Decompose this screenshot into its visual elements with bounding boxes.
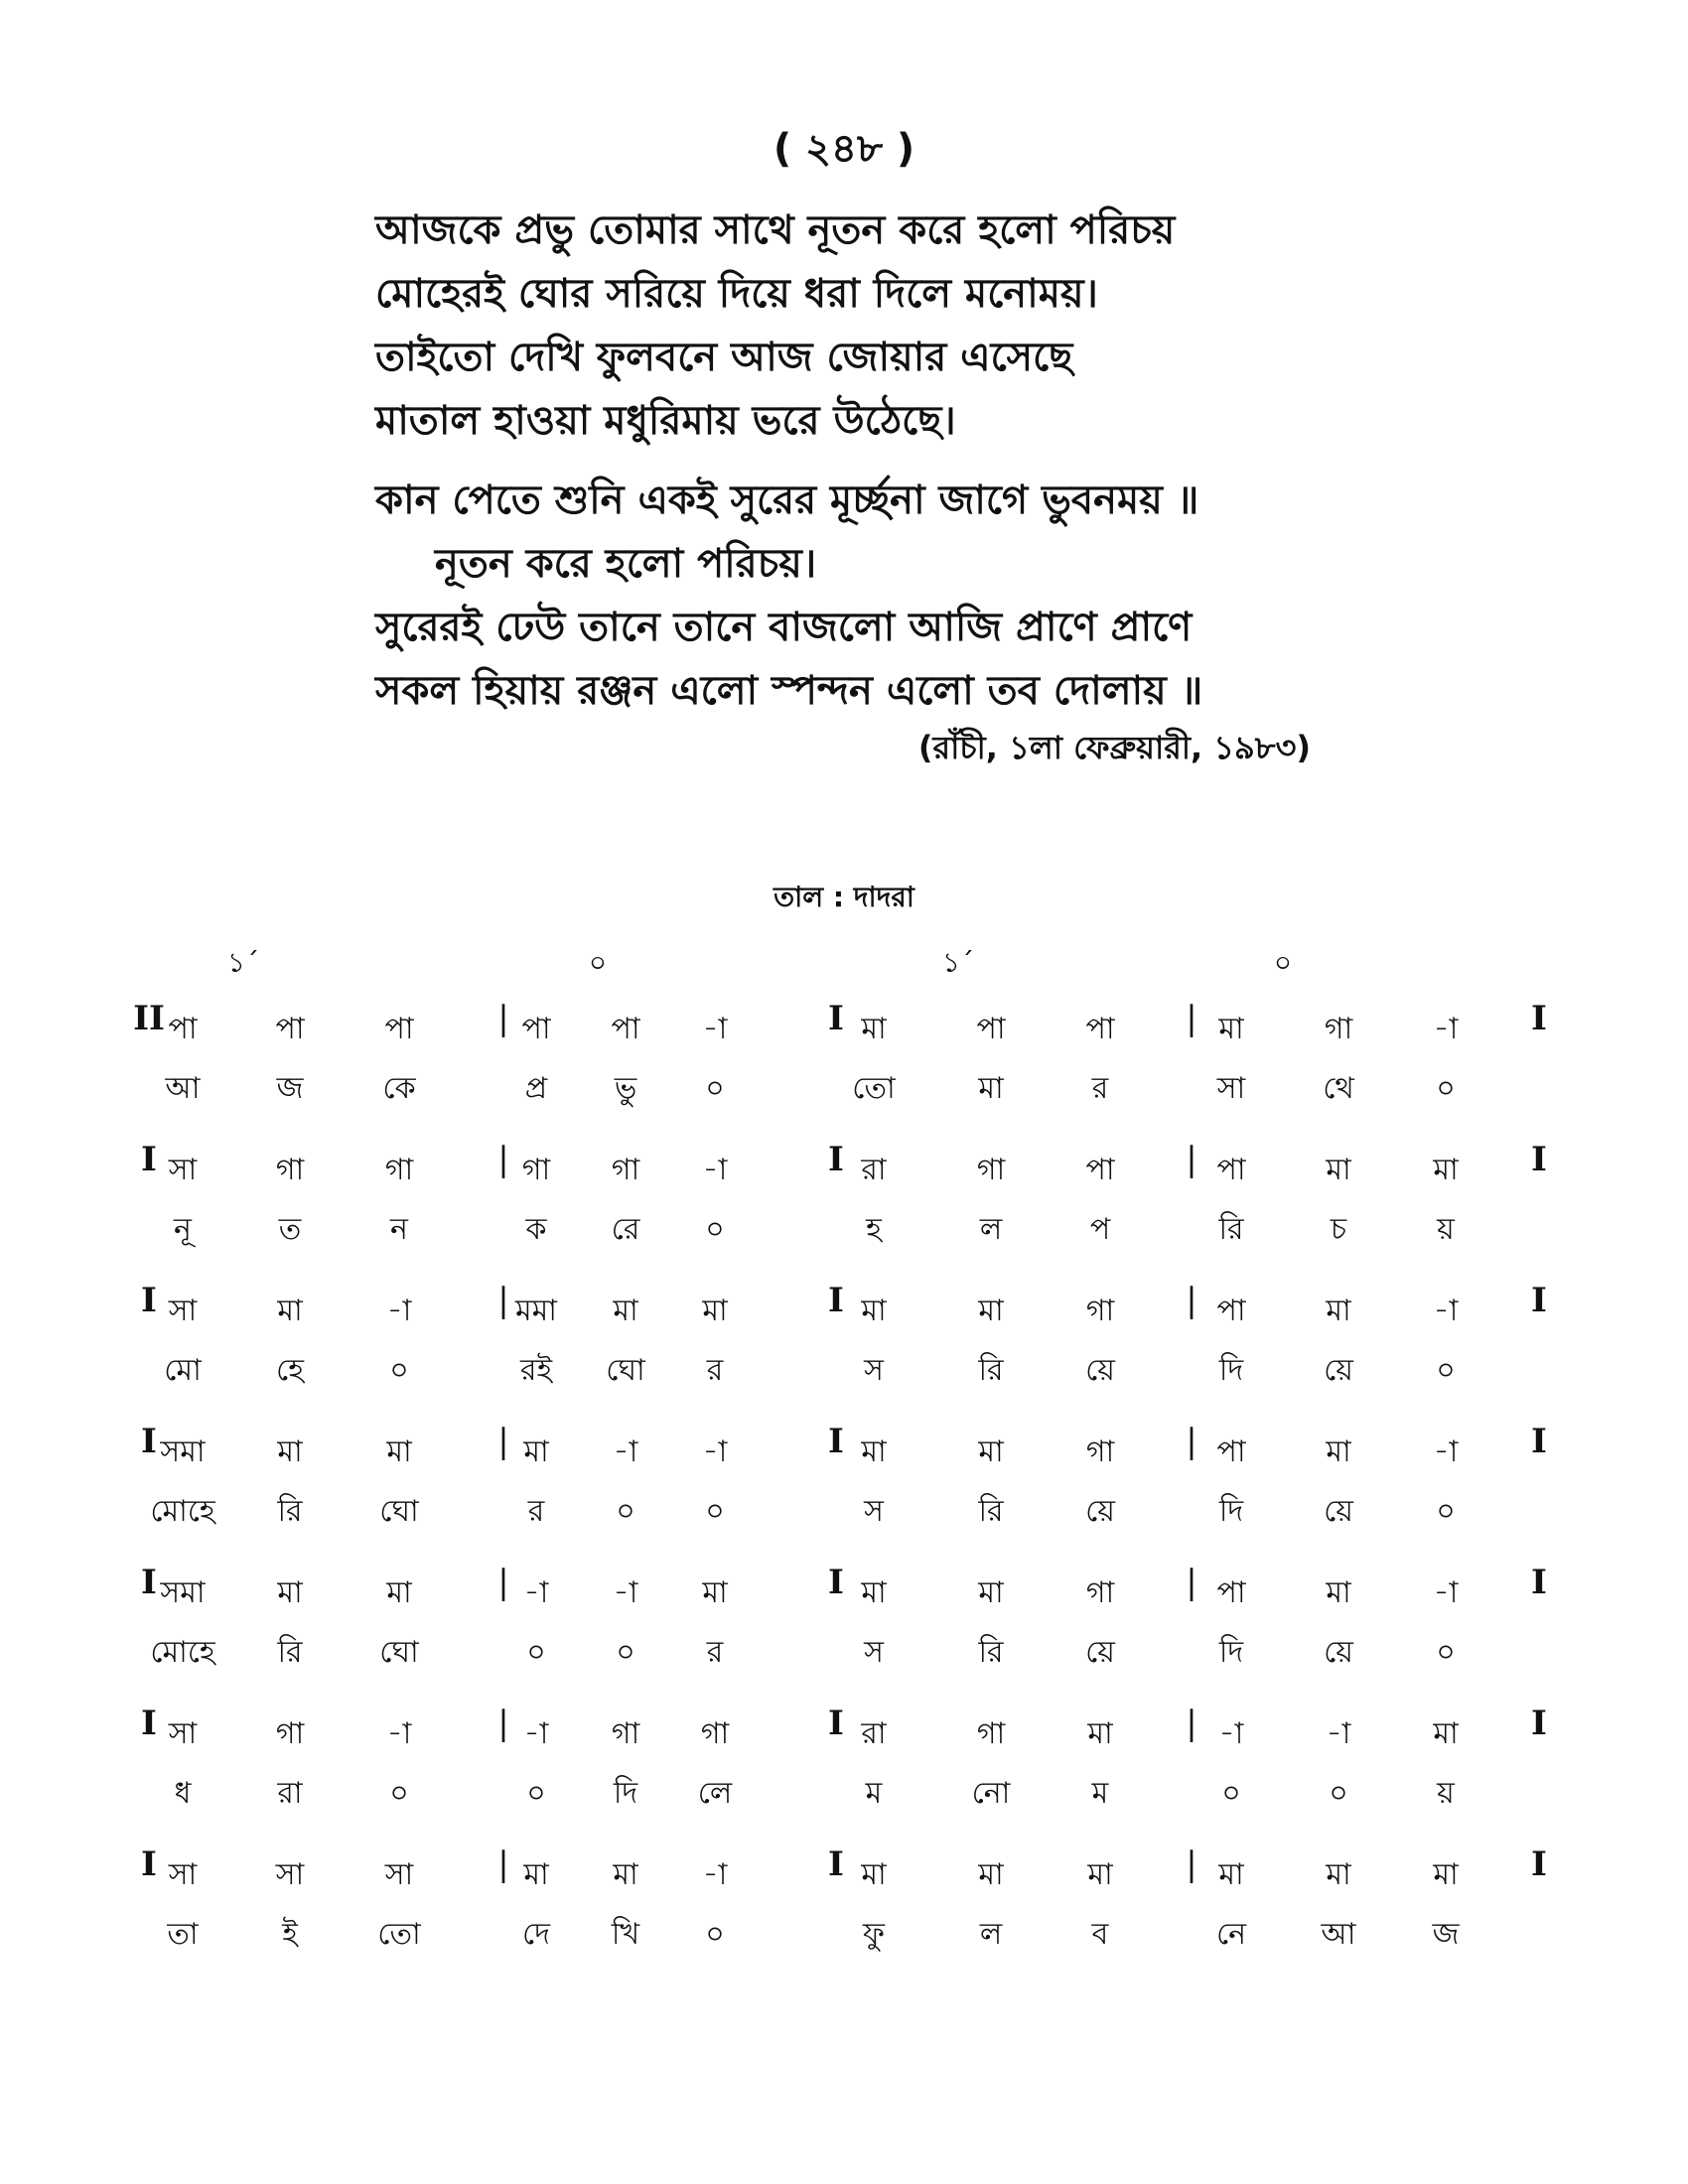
lyric-syllable: য় <box>1437 1212 1455 1247</box>
swara-note: -া <box>523 1716 549 1751</box>
lyric-syllable: রই <box>519 1353 553 1388</box>
lyric-syllable: খি <box>611 1917 640 1952</box>
swara-note: গা <box>611 1153 640 1187</box>
notation-row <box>139 1557 1549 1698</box>
swara-note: রা <box>861 1153 887 1187</box>
notation-row <box>133 993 1549 1134</box>
bar-line: I <box>1531 1844 1547 1884</box>
lyric-syllable: তো <box>377 1917 421 1952</box>
beat-mark: ১´ <box>941 946 975 979</box>
lyric-syllable: য়ে <box>1085 1353 1115 1388</box>
swara-note: মা <box>523 1434 549 1469</box>
lyric-syllable: স <box>864 1494 884 1529</box>
swara-note: সা <box>168 1857 198 1892</box>
beat-marks-row <box>0 941 1688 981</box>
lyric-syllable: ০ <box>705 1212 725 1247</box>
lyric-syllable: ঘো <box>379 1635 419 1670</box>
swara-note: মা <box>861 1575 887 1610</box>
swara-note: গা <box>1085 1294 1115 1328</box>
beat-mark: ০ <box>588 946 608 979</box>
bar-line: | <box>497 1422 509 1461</box>
bar-line: | <box>1186 1281 1197 1320</box>
swara-note: -া <box>1218 1716 1244 1751</box>
lyric-syllable: ০ <box>389 1776 409 1811</box>
swara-note: পা <box>1216 1294 1246 1328</box>
swara-note: -া <box>702 1012 728 1046</box>
swara-note: মা <box>702 1575 728 1610</box>
lyric-syllable: জ <box>1432 1917 1460 1952</box>
swara-note: -া <box>1433 1434 1459 1469</box>
swara-note: -া <box>702 1153 728 1187</box>
lyric-syllable: ন <box>390 1212 408 1247</box>
notation-row <box>139 1416 1549 1557</box>
lyric-syllable: রি <box>1218 1212 1244 1247</box>
swara-note: মা <box>1433 1857 1459 1892</box>
swara-note: -া <box>1326 1716 1351 1751</box>
swara-note: মা <box>1326 1575 1351 1610</box>
lyric-syllable: রে <box>611 1212 640 1247</box>
lyric-syllable: ০ <box>526 1776 546 1811</box>
swara-note: গা <box>976 1153 1006 1187</box>
bar-line: I <box>1531 1563 1547 1602</box>
swara-note: -া <box>386 1716 412 1751</box>
bar-line: I <box>1531 1281 1547 1320</box>
lyric-syllable: ম <box>865 1776 883 1811</box>
lyric-syllable: ল <box>979 1917 1003 1952</box>
lyric-syllable: ০ <box>705 1917 725 1952</box>
swara-note: মা <box>1087 1857 1113 1892</box>
bar-line: | <box>1186 1563 1197 1602</box>
bar-line: I <box>828 1140 844 1179</box>
swara-note: পা <box>976 1012 1006 1046</box>
swara-note: মা <box>523 1857 549 1892</box>
poem-line: নূতন করে হলো পরিচয়। <box>435 541 817 587</box>
lyric-syllable: মোহে <box>150 1635 215 1670</box>
swara-note: মা <box>861 1012 887 1046</box>
bar-line: | <box>497 1844 509 1884</box>
swara-note: মা <box>861 1857 887 1892</box>
bar-line: I <box>828 999 844 1038</box>
bar-line: | <box>1186 1422 1197 1461</box>
bar-line: I <box>828 1563 844 1602</box>
swara-note: -া <box>1433 1012 1459 1046</box>
swara-note: গা <box>384 1153 414 1187</box>
bar-line: I <box>1531 1140 1547 1179</box>
lyric-syllable: রি <box>978 1494 1004 1529</box>
bar-line: I <box>1531 1704 1547 1743</box>
date-note: (রাঁচী, ১লা ফেব্রুয়ারী, ১৯৮৩) <box>917 729 1311 766</box>
swara-note: মা <box>1218 1012 1244 1046</box>
lyric-syllable: স <box>864 1635 884 1670</box>
bar-line: I <box>141 1563 157 1602</box>
lyric-syllable: প <box>1089 1212 1111 1247</box>
swara-note: মা <box>613 1294 638 1328</box>
swara-note: সমা <box>160 1575 206 1610</box>
lyric-syllable: প্র <box>524 1071 548 1106</box>
swara-note: সমা <box>160 1434 206 1469</box>
swara-note: পা <box>1216 1434 1246 1469</box>
poem-line: আজকে প্রভু তোমার সাথে নূতন করে হলো পরিচয় <box>375 207 1176 253</box>
poem-line: সুরেরই ঢেউ তানে তানে বাজলো আজি প্রাণে প্রাণে <box>375 605 1193 650</box>
swara-note: -া <box>386 1294 412 1328</box>
lyric-syllable: র <box>1091 1071 1109 1106</box>
swara-note: সা <box>168 1294 198 1328</box>
lyric-syllable: রি <box>978 1635 1004 1670</box>
swara-note: মা <box>1218 1857 1244 1892</box>
swara-note: গা <box>1085 1434 1115 1469</box>
lyric-syllable: রা <box>277 1776 303 1811</box>
swara-note: সা <box>168 1716 198 1751</box>
swara-note: মা <box>386 1575 412 1610</box>
lyric-syllable: ধ <box>174 1776 192 1811</box>
lyric-syllable: ব <box>1091 1917 1109 1952</box>
bar-line: | <box>497 1281 509 1320</box>
lyric-syllable: য়ে <box>1085 1635 1115 1670</box>
swara-note: মা <box>277 1434 303 1469</box>
lyric-syllable: ত <box>278 1212 302 1247</box>
swara-note: মা <box>1087 1716 1113 1751</box>
swara-note: মা <box>861 1294 887 1328</box>
bar-line: | <box>497 1563 509 1602</box>
lyric-syllable: রি <box>277 1494 303 1529</box>
notation-row <box>139 1275 1549 1416</box>
swara-note: পা <box>1216 1153 1246 1187</box>
bar-line: I <box>141 1844 157 1884</box>
bar-line: I <box>1531 999 1547 1038</box>
lyric-syllable: দি <box>613 1776 638 1811</box>
bar-line: I <box>1531 1422 1547 1461</box>
lyric-syllable: য়ে <box>1085 1494 1115 1529</box>
lyric-syllable: ০ <box>389 1353 409 1388</box>
bar-line: | <box>1186 1704 1197 1743</box>
lyric-syllable: ০ <box>705 1071 725 1106</box>
swara-note: পা <box>1216 1575 1246 1610</box>
lyric-syllable: কে <box>382 1071 416 1106</box>
lyric-syllable: চ <box>1330 1212 1347 1247</box>
lyric-syllable: দি <box>1218 1635 1244 1670</box>
beat-mark: ১´ <box>226 946 260 979</box>
lyric-syllable: ম <box>1091 1776 1109 1811</box>
swara-note: গা <box>976 1716 1006 1751</box>
swara-note: মা <box>978 1857 1004 1892</box>
bar-line: | <box>1186 1844 1197 1884</box>
swara-note: মা <box>1326 1857 1351 1892</box>
swara-note: সা <box>275 1857 305 1892</box>
swara-note: -া <box>523 1575 549 1610</box>
tala-heading: তাল : দাদরা <box>774 881 914 913</box>
swara-note: গা <box>1324 1012 1353 1046</box>
bar-line: | <box>497 999 509 1038</box>
lyric-syllable: ০ <box>616 1494 635 1529</box>
lyric-syllable: ল <box>979 1212 1003 1247</box>
lyric-syllable: ০ <box>1221 1776 1241 1811</box>
swara-note: পা <box>521 1012 551 1046</box>
bar-line: I <box>141 1281 157 1320</box>
lyric-syllable: লে <box>697 1776 733 1811</box>
lyric-syllable: ঘো <box>606 1353 645 1388</box>
swara-note: রা <box>861 1716 887 1751</box>
poem-line: মোহেরই ঘোর সরিয়ে দিয়ে ধরা দিলে মনোময়। <box>375 271 1098 317</box>
swara-note: গা <box>275 1153 305 1187</box>
lyric-syllable: ০ <box>1436 1071 1456 1106</box>
swara-note: মা <box>861 1434 887 1469</box>
swara-note: -া <box>702 1434 728 1469</box>
swara-note: পা <box>275 1012 305 1046</box>
lyric-syllable: তো <box>852 1071 896 1106</box>
notation-table <box>133 993 1549 1979</box>
lyric-syllable: নে <box>1215 1917 1247 1952</box>
swara-note: -া <box>1433 1575 1459 1610</box>
lyric-syllable: মা <box>978 1071 1004 1106</box>
notation-row <box>139 1839 1549 1979</box>
swara-note: সা <box>384 1857 414 1892</box>
swara-note: -া <box>613 1434 638 1469</box>
bar-line: I <box>141 1140 157 1179</box>
lyric-syllable: ক <box>525 1212 547 1247</box>
bar-line: I <box>828 1704 844 1743</box>
bar-line: I <box>141 1704 157 1743</box>
lyric-syllable: দি <box>1218 1353 1244 1388</box>
swara-note: মা <box>978 1434 1004 1469</box>
swara-note: মা <box>1433 1716 1459 1751</box>
swara-note: গা <box>521 1153 551 1187</box>
bar-line: II <box>133 999 165 1038</box>
lyric-syllable: আ <box>165 1071 201 1106</box>
lyric-syllable: স <box>864 1353 884 1388</box>
lyric-syllable: য়ে <box>1324 1494 1353 1529</box>
swara-note: পা <box>168 1012 198 1046</box>
notation-row <box>139 1134 1549 1275</box>
lyric-syllable: ০ <box>526 1635 546 1670</box>
bar-line: I <box>828 1281 844 1320</box>
swara-note: গা <box>611 1716 640 1751</box>
lyric-syllable: তা <box>167 1917 199 1952</box>
swara-note: মা <box>1326 1434 1351 1469</box>
lyric-syllable: হ <box>866 1212 882 1247</box>
swara-note: পা <box>611 1012 640 1046</box>
lyric-syllable: নূ <box>174 1212 192 1247</box>
lyric-syllable: দি <box>1218 1494 1244 1529</box>
swara-note: সা <box>168 1153 198 1187</box>
bar-line: I <box>141 1422 157 1461</box>
swara-note: -া <box>702 1857 728 1892</box>
swara-note: -া <box>1433 1294 1459 1328</box>
swara-note: মা <box>1433 1153 1459 1187</box>
lyric-syllable: জ <box>276 1071 304 1106</box>
lyric-syllable: ০ <box>1436 1494 1456 1529</box>
lyric-syllable: আ <box>1321 1917 1356 1952</box>
lyric-syllable: মো <box>164 1353 202 1388</box>
lyric-syllable: থে <box>1323 1071 1354 1106</box>
bar-line: | <box>497 1140 509 1179</box>
swara-note: গা <box>275 1716 305 1751</box>
bar-line: I <box>828 1422 844 1461</box>
lyric-syllable: র <box>706 1353 724 1388</box>
poem-stanza <box>375 469 1269 723</box>
bar-line: I <box>828 1844 844 1884</box>
swara-note: মমা <box>514 1294 557 1328</box>
bar-line: | <box>1186 999 1197 1038</box>
lyric-syllable: ০ <box>616 1635 635 1670</box>
lyric-syllable: র <box>706 1635 724 1670</box>
swara-note: মা <box>1326 1153 1351 1187</box>
poem-line: কান পেতে শুনি একই সুরের মূর্চ্ছনা জাগে ভুবনময় ॥ <box>375 478 1199 523</box>
poem-line: তাইতো দেখি ফুলবনে আজ জোয়ার এসেছে <box>375 335 1073 380</box>
swara-note: গা <box>700 1716 730 1751</box>
poem-stanza <box>375 199 1269 453</box>
page-number: ( ২৪৮ ) <box>773 126 915 172</box>
lyric-syllable: হে <box>276 1353 304 1388</box>
poem-line: মাতাল হাওয়া মধুরিমায় ভরে উঠেছে। <box>375 398 956 444</box>
lyric-syllable: ০ <box>705 1494 725 1529</box>
swara-note: মা <box>1326 1294 1351 1328</box>
lyric-syllable: ই <box>282 1917 298 1952</box>
lyric-syllable: ০ <box>1436 1353 1456 1388</box>
swara-note: মা <box>978 1294 1004 1328</box>
swara-note: মা <box>277 1294 303 1328</box>
lyric-syllable: য়ে <box>1324 1635 1353 1670</box>
swara-note: -া <box>613 1575 638 1610</box>
bar-line: | <box>1186 1140 1197 1179</box>
swara-note: গা <box>1085 1575 1115 1610</box>
lyric-syllable: ফু <box>863 1917 885 1952</box>
swara-note: মা <box>277 1575 303 1610</box>
swara-note: মা <box>702 1294 728 1328</box>
lyric-syllable: ০ <box>1436 1635 1456 1670</box>
poem-lyrics <box>375 199 1269 723</box>
swara-note: মা <box>386 1434 412 1469</box>
lyric-syllable: নো <box>971 1776 1011 1811</box>
lyric-syllable: য়ে <box>1324 1353 1353 1388</box>
lyric-syllable: ঘো <box>379 1494 419 1529</box>
bar-line: | <box>497 1704 509 1743</box>
lyric-syllable: ভু <box>614 1071 637 1106</box>
lyric-syllable: রি <box>978 1353 1004 1388</box>
lyric-syllable: ০ <box>1329 1776 1348 1811</box>
lyric-syllable: মোহে <box>150 1494 215 1529</box>
poem-line: সকল হিয়ায় রঞ্জন এলো স্পন্দন এলো তব দোলায় ॥ <box>375 668 1203 714</box>
swara-note: পা <box>384 1012 414 1046</box>
swara-note: মা <box>613 1857 638 1892</box>
swara-note: পা <box>1085 1153 1115 1187</box>
lyric-syllable: দে <box>522 1917 550 1952</box>
swara-note: পা <box>1085 1012 1115 1046</box>
lyric-syllable: সা <box>1216 1071 1246 1106</box>
swara-note: মা <box>978 1575 1004 1610</box>
notation-row <box>139 1698 1549 1839</box>
beat-mark: ০ <box>1273 946 1293 979</box>
lyric-syllable: র <box>527 1494 545 1529</box>
lyric-syllable: রি <box>277 1635 303 1670</box>
lyric-syllable: য় <box>1437 1776 1455 1811</box>
